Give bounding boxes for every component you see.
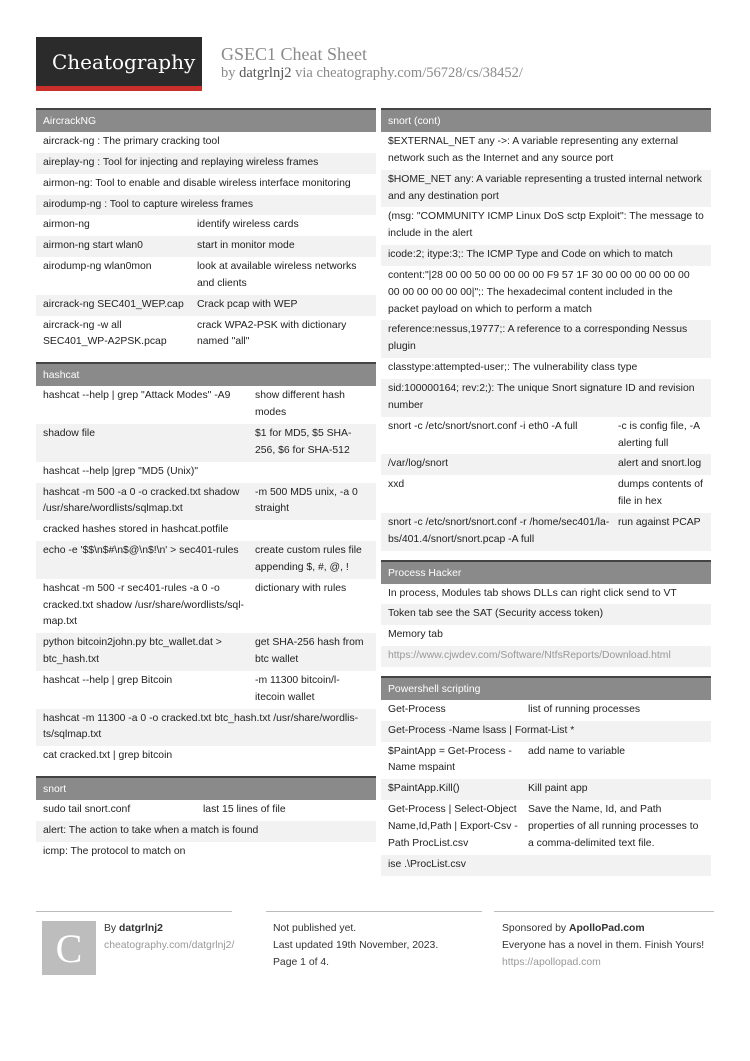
table-row <box>381 646 711 667</box>
row-text: reference:nessus,19777;: A reference to a corresponding Nessus plugin <box>388 324 688 353</box>
row-command: hashcat -m 500 -a 0 -o cracked.txt shadow /usr/share/wordlists/sqlmap.txt <box>43 486 240 515</box>
row-command: hashcat --help | grep "Attack Modes" -A9 <box>43 390 231 402</box>
row-command: /var/log/snort <box>388 458 449 470</box>
left-column <box>36 108 376 872</box>
row-command: hashcat -m 500 -r sec401-rules -a 0 -o cracked.txt shadow /usr/share/wordlists/sql-map.txt <box>43 582 244 628</box>
table-row <box>381 245 711 266</box>
row-text: $EXTERNAL_NET any ->: A variable representing any external network such as the Internet and any source port <box>388 136 679 164</box>
table-row <box>36 541 376 579</box>
row-text: classtype:attempted-user;: The vulnerability class type <box>388 362 638 374</box>
row-description: look at available wireless networks and clients <box>197 261 357 289</box>
footer-meta-block <box>273 920 483 971</box>
row-text: Get-Process -Name lsass | Format-List * <box>388 724 575 736</box>
row-description: run against PCAP <box>618 516 701 528</box>
footer-divider <box>494 911 714 912</box>
row-command: $PaintApp = Get-Process -Name mspaint <box>388 745 512 774</box>
section-rows <box>36 800 376 863</box>
row-description: start in monitor mode <box>197 240 295 252</box>
row-command: snort -c /etc/snort/snort.conf -i eth0 -A full <box>388 420 578 432</box>
table-row <box>381 454 711 475</box>
row-text: icmp: The protocol to match on <box>43 845 186 857</box>
table-row <box>381 700 711 721</box>
row-description: dictionary with rules <box>255 582 347 594</box>
sponsor-url[interactable]: https://apollopad.com <box>502 957 601 969</box>
row-command: airmon-ng start wlan0 <box>43 240 143 252</box>
row-command: snort -c /etc/snort/snort.conf -r /home/sec401/la-bs/401.4/snort/snort.pcap -A full <box>388 516 610 545</box>
table-row <box>36 746 376 767</box>
row-text: Token tab see the SAT (Security access token) <box>388 608 604 620</box>
row-text: hashcat --help |grep "MD5 (Unix)" <box>43 465 199 477</box>
footer-divider <box>36 911 232 912</box>
row-text: Memory tab <box>388 629 443 641</box>
footer-by: By <box>104 923 117 934</box>
row-description: get SHA-256 hash from btc wallet <box>255 637 364 666</box>
logo-underline <box>36 86 202 91</box>
table-row <box>381 207 711 245</box>
section-heading: Powershell scripting <box>381 676 711 700</box>
table-row <box>36 132 376 153</box>
section-heading: hashcat <box>36 362 376 386</box>
table-row <box>36 709 376 747</box>
row-text: cracked hashes stored in hashcat.potfile <box>43 524 229 536</box>
table-row <box>36 579 376 634</box>
row-command: $PaintApp.Kill() <box>388 783 460 795</box>
table-row <box>36 462 376 483</box>
table-row <box>381 855 711 876</box>
table-row <box>36 821 376 842</box>
row-text: In process, Modules tab shows DLLs can right click send to VT <box>388 587 677 599</box>
row-description: -m 500 MD5 unix, -a 0 straight <box>255 486 358 515</box>
table-row <box>36 316 376 354</box>
row-text: aircrack-ng : The primary cracking tool <box>43 136 220 147</box>
author-link[interactable]: datgrlnj2 <box>239 65 292 81</box>
row-description: Save the Name, Id, and Path properties of all running processes to a comma-delimited text file. <box>528 804 699 849</box>
avatar-letter: C <box>55 926 83 971</box>
table-row <box>381 379 711 417</box>
table-row <box>36 236 376 257</box>
byline <box>221 64 523 83</box>
footer-author-block <box>104 920 264 954</box>
last-updated: Last updated 19th November, 2023. <box>273 940 439 952</box>
row-command: sudo tail snort.conf <box>43 804 131 816</box>
row-text: alert: The action to take when a match is found <box>43 825 259 836</box>
section-aircrackng <box>36 108 376 353</box>
table-row <box>381 779 711 800</box>
row-text: icode:2; itype:3;: The ICMP Type and Code on which to match <box>388 249 673 261</box>
table-row <box>381 417 711 455</box>
table-row <box>381 742 711 780</box>
row-description: dumps contents of file in hex <box>618 479 703 508</box>
row-description: add name to variable <box>528 745 626 757</box>
table-row <box>381 358 711 379</box>
row-text: airmon-ng: Tool to enable and disable wireless interface monitoring <box>43 177 351 189</box>
reference-link[interactable]: https://www.cjwdev.com/Software/NtfsReports/Download.html <box>388 650 671 662</box>
table-row <box>36 633 376 671</box>
row-description: -m 11300 bitcoin/l-itecoin wallet <box>255 674 340 703</box>
row-command: Get-Process | Select-Object Name,Id,Path | Export-Csv -Path ProcList.csv <box>388 804 518 849</box>
row-description: -c is config file, -A alerting full <box>618 420 700 449</box>
table-row <box>36 386 376 424</box>
page-number: Page 1 of 4. <box>273 957 330 969</box>
footer-divider <box>266 911 482 912</box>
row-text: airodump-ng : Tool to capture wireless frames <box>43 198 254 210</box>
row-text: content:"|28 00 00 50 00 00 00 00 F9 57 1F 30 00 00 00 00 00 00 00 00 00 00 00 00|";: The hexadecimal content included in the packet payload on which to perform a match <box>388 269 690 315</box>
footer-sponsor-block <box>502 920 712 971</box>
logo-text: Cheatography <box>52 50 196 74</box>
row-text: $HOME_NET any: A variable representing a trusted internal network and any destination port <box>388 173 702 202</box>
section-snort-cont <box>381 108 711 551</box>
footer-author-url[interactable]: cheatography.com/datgrlnj2/ <box>104 940 235 952</box>
section-hashcat <box>36 362 376 767</box>
table-row <box>36 174 376 195</box>
table-row <box>36 295 376 316</box>
section-powershell-scripting <box>381 676 711 876</box>
row-text: hashcat -m 11300 -a 0 -o cracked.txt btc_hash.txt /usr/share/wordlis-ts/sqlmap.txt <box>43 712 359 741</box>
page-title: GSEC1 Cheat Sheet <box>221 44 367 64</box>
section-process-hacker <box>381 560 711 667</box>
row-text: (msg: "COMMUNITY ICMP Linux DoS sctp Exploit": The message to include in the alert <box>388 211 704 240</box>
table-row <box>381 320 711 358</box>
table-row <box>381 721 711 742</box>
row-command: aircrack-ng -w all SEC401_WP-A2PSK.pcap <box>43 319 167 348</box>
row-text: cat cracked.txt | grep bitcoin <box>43 750 173 762</box>
sponsor-text: Everyone has a novel in them. Finish Yours! <box>502 940 705 952</box>
published-status: Not published yet. <box>273 923 357 934</box>
table-row <box>36 215 376 236</box>
right-column <box>381 108 711 885</box>
row-command: python bitcoin2john.py btc_wallet.dat > btc_hash.txt <box>43 637 222 666</box>
row-description: last 15 lines of file <box>203 804 286 816</box>
section-heading: Process Hacker <box>381 560 711 584</box>
row-description: create custom rules file appending $, #, @, ! <box>255 545 362 573</box>
section-heading: snort <box>36 776 376 800</box>
section-rows <box>381 132 711 551</box>
row-command: shadow file <box>43 427 95 439</box>
row-text: ise .\ProcList.csv <box>388 858 466 870</box>
table-row <box>381 604 711 625</box>
byline-by: by <box>221 65 236 81</box>
table-row <box>36 195 376 216</box>
row-command: echo -e '$$\n$#\n$@\n$!\n' > sec401-rules <box>43 545 239 557</box>
footer <box>36 911 714 1011</box>
cheatography-logo[interactable] <box>36 37 202 91</box>
table-row <box>36 424 376 462</box>
table-row <box>381 800 711 855</box>
section-rows <box>36 132 376 353</box>
table-row <box>36 520 376 541</box>
sponsor-link[interactable]: ApolloPad.com <box>569 923 645 934</box>
section-snort <box>36 776 376 863</box>
row-description: Kill paint app <box>528 783 588 795</box>
section-rows <box>36 386 376 767</box>
table-row <box>36 800 376 821</box>
row-description: alert and snort.log <box>618 458 702 470</box>
section-heading: AircrackNG <box>36 108 376 132</box>
sheet-url-link[interactable]: cheatography.com/56728/cs/38452/ <box>316 65 523 81</box>
table-row <box>36 257 376 295</box>
row-description: crack WPA2-PSK with dictionary named "all" <box>197 319 347 348</box>
table-row <box>381 170 711 208</box>
row-command: hashcat --help | grep Bitcoin <box>43 674 173 686</box>
table-row <box>36 671 376 709</box>
row-text: sid:100000164; rev:2;): The unique Snort signature ID and revision number <box>388 382 695 411</box>
row-description: Crack pcap with WEP <box>197 298 298 310</box>
section-rows <box>381 700 711 876</box>
section-heading: snort (cont) <box>381 108 711 132</box>
section-rows <box>381 584 711 667</box>
row-description: $1 for MD5, $5 SHA-256, $6 for SHA-512 <box>255 427 352 456</box>
row-description: list of running processes <box>528 703 641 715</box>
sponsored-by-label: Sponsored by <box>502 923 567 934</box>
table-row <box>381 266 711 321</box>
row-description: identify wireless cards <box>197 219 299 231</box>
row-command: aircrack-ng SEC401_WEP.cap <box>43 298 184 310</box>
table-row <box>381 584 711 605</box>
table-row <box>381 475 711 513</box>
row-command: Get-Process <box>388 703 446 715</box>
row-text: aireplay-ng : Tool for injecting and replaying wireless frames <box>43 156 319 168</box>
table-row <box>36 842 376 863</box>
table-row <box>381 132 711 170</box>
row-command: airodump-ng wlan0mon <box>43 261 152 273</box>
table-row <box>36 153 376 174</box>
footer-author-link[interactable]: datgrlnj2 <box>119 923 163 934</box>
row-command: xxd <box>388 479 405 491</box>
byline-via: via <box>295 65 313 81</box>
row-description: show different hash modes <box>255 390 345 419</box>
row-command: airmon-ng <box>43 219 90 231</box>
table-row <box>381 513 711 551</box>
avatar[interactable] <box>42 921 96 975</box>
table-row <box>381 625 711 646</box>
table-row <box>36 483 376 521</box>
